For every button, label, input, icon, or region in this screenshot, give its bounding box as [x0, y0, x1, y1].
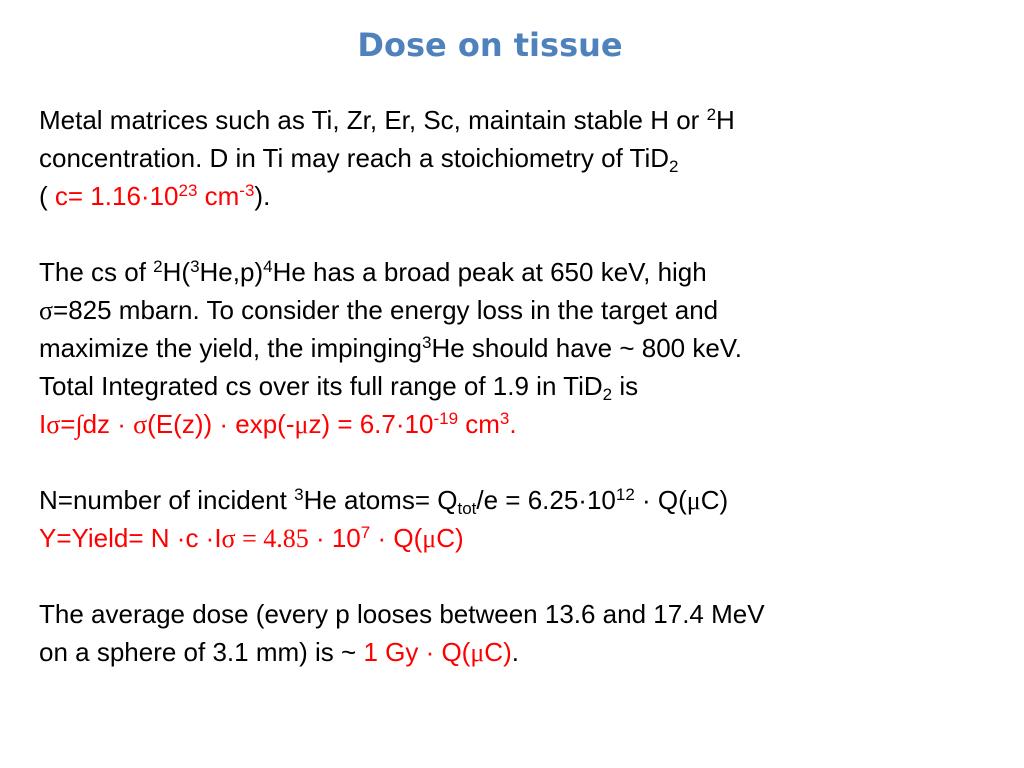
text-run: dz · [82, 409, 134, 439]
text-run: N=number of incident [39, 485, 295, 515]
text-run: =825 mbarn. To consider the energy loss in the target and [53, 295, 719, 325]
superscript: -19 [433, 408, 459, 428]
sigma-symbol: σ [39, 296, 54, 325]
superscript: 3 [421, 332, 432, 352]
paragraph-metal-matrices [39, 101, 1009, 215]
sigma-symbol: σ [133, 410, 148, 439]
superscript: -3 [239, 180, 255, 200]
superscript: 3 [499, 408, 510, 428]
text-run: = [60, 409, 76, 439]
mu-symbol: μ [686, 486, 701, 515]
text-run: · Q( [634, 485, 687, 515]
superscript: 7 [360, 522, 371, 542]
mu-symbol: μ [470, 638, 485, 667]
text-run: He,p) [199, 257, 264, 287]
text-line [39, 177, 1009, 215]
mu-symbol: μ [422, 524, 437, 553]
sigma-symbol: σ [221, 524, 236, 553]
slide-title: Dose on tissue [357, 26, 623, 64]
text-run: Y=Yield= N ·c ·I [39, 523, 222, 553]
sigma-symbol: σ [46, 410, 61, 439]
superscript: 2 [153, 256, 163, 276]
text-run: (E(z)) · exp(- [147, 409, 295, 439]
text-run: is [612, 371, 639, 401]
text-line [39, 329, 1009, 367]
text-line [39, 481, 1009, 519]
text-run: Total Integrated cs over its full range of 1.9 in TiD [39, 371, 603, 401]
subscript: tot [457, 499, 477, 519]
text-run: He atoms= Q [303, 485, 458, 515]
text-line: The average dose (every p looses between 13.6 and 17.4 MeV [39, 599, 765, 629]
text-run: · 10 [308, 523, 361, 553]
text-run: I [39, 409, 47, 439]
mu-symbol: μ [294, 410, 309, 439]
dose-value [363, 637, 511, 667]
text-run: The cs of [39, 257, 154, 287]
yield-formula [39, 519, 1009, 557]
paragraph-average-dose [39, 595, 1009, 671]
subscript: 2 [669, 157, 679, 177]
text-run: He has a broad peak at 650 keV, high [272, 257, 707, 287]
text-line [39, 633, 1009, 671]
text-line [39, 367, 1009, 405]
text-line [39, 291, 1009, 329]
text-run: ( [39, 181, 55, 211]
superscript: 23 [178, 180, 198, 200]
text-run: C) [436, 523, 464, 553]
text-run: on a sphere of 3.1 mm) is ~ [39, 637, 364, 667]
superscript: 4 [263, 256, 273, 276]
text-line [39, 101, 1009, 139]
text-run: C) [700, 485, 729, 515]
paragraph-yield [39, 481, 1009, 557]
superscript: 12 [615, 484, 635, 504]
yield-value: = 4.85 [235, 524, 309, 553]
text-run: C) [484, 637, 512, 667]
text-line [39, 253, 1009, 291]
superscript: 3 [294, 484, 304, 504]
text-run: concentration. D in Ti may reach a stoichiometry of TiD [39, 143, 670, 173]
text-run: 1 Gy · Q( [363, 637, 471, 667]
text-run: . [509, 409, 517, 439]
subscript: 2 [602, 385, 613, 405]
text-run: maximize the yield, the impinging [39, 333, 422, 363]
slide-body [39, 101, 1009, 709]
text-run: H( [162, 257, 191, 287]
text-run: cm [458, 409, 500, 439]
text-line [39, 139, 1009, 177]
text-run: · Q( [370, 523, 423, 553]
text-run: He should have ~ 800 keV. [431, 333, 742, 363]
paragraph-cross-section [39, 253, 1009, 443]
text-run: z) = 6.7·10 [308, 409, 434, 439]
integrated-cs-formula [39, 405, 1009, 443]
superscript: 2 [706, 104, 717, 124]
concentration-value [55, 181, 255, 211]
text-run: H [716, 105, 735, 135]
text-run: . [511, 637, 519, 667]
text-run: /e = 6.25·10 [476, 485, 616, 515]
text-run: c= 1.16·10 [54, 181, 179, 211]
text-run: Metal matrices such as Ti, Zr, Er, Sc, maintain stable H or [39, 105, 707, 135]
superscript: 3 [190, 256, 200, 276]
text-run: ). [254, 181, 271, 211]
text-run: cm [197, 181, 240, 211]
integral-symbol: ∫ [75, 410, 83, 439]
